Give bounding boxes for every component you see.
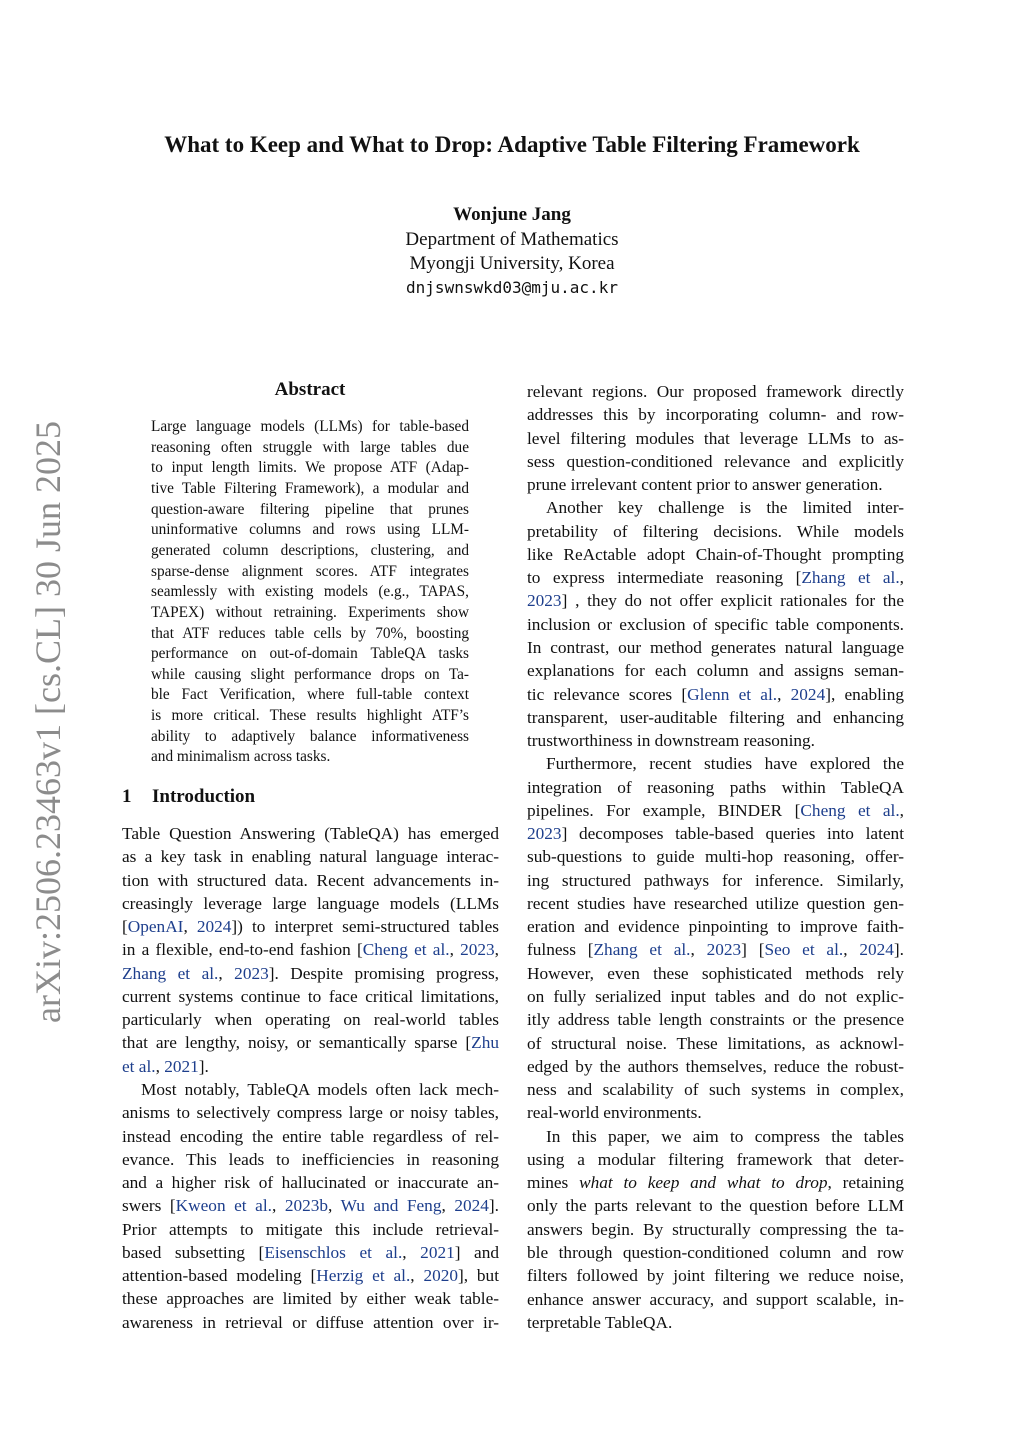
text-line (527, 706, 904, 729)
text-line (122, 962, 499, 985)
text-span: ] decomposes table-based queries into latent (561, 824, 904, 844)
text-span: , (690, 940, 707, 960)
abstract-line: Large language models (LLMs) for table-based (151, 418, 469, 435)
text-span: ]) to interpret semi-structured tables (231, 917, 500, 937)
text-span: ]. (488, 1196, 499, 1216)
text-line (527, 938, 904, 961)
text-line (122, 1311, 499, 1334)
text-span: based subsetting [ (122, 1242, 265, 1262)
text-span: creasingly leverage large language models (LLMs (122, 893, 499, 913)
text-span: , (441, 1196, 455, 1216)
abstract-line: and minimalism across tasks. (151, 748, 331, 766)
text-span: ], enabling (825, 684, 905, 704)
abstract-line: seamlessly with existing models (e.g., TAPAS, (151, 583, 469, 601)
author-email[interactable]: dnjswnswkd03@mju.ac.kr (406, 278, 618, 297)
citation-link[interactable]: 2023b (284, 1196, 329, 1216)
abstract-line: performance on out-of-domain TableQA tasks (151, 645, 469, 663)
citation-link[interactable]: 2021 (420, 1242, 455, 1262)
text-span: , (777, 684, 791, 704)
citation-link[interactable]: Herzig et al. (316, 1266, 411, 1286)
text-span: eration and evidence pinpointing to improve faith- (527, 917, 904, 937)
text-span: integration of reasoning paths within TableQA (527, 777, 904, 797)
abstract-line: to input length limits. We propose ATF (Adap- (151, 459, 469, 477)
text-span: awareness in retrieval or diffuse attention over ir- (122, 1312, 499, 1332)
section-heading (122, 786, 255, 808)
text-line (527, 799, 904, 822)
text-line (122, 1171, 499, 1194)
text-line (527, 962, 904, 985)
text-line (122, 1125, 499, 1148)
text-span: ness and scalability of such systems in complex, (527, 1080, 904, 1100)
text-line (527, 543, 904, 566)
text-span: trustworthiness in downstream reasoning. (527, 731, 815, 751)
text-span: , (899, 568, 904, 588)
arxiv-stamp[interactable]: arXiv:2506.23463v1 [cs.CL] 30 Jun 2025 (28, 421, 68, 1023)
text-span: on fully serialized input tables and do not explic- (527, 987, 904, 1007)
text-line (527, 776, 904, 799)
citation-link[interactable]: Zhu (471, 1033, 499, 1053)
text-span: of structural noise. These limitations, as acknowl- (527, 1033, 904, 1053)
text-span: instead encoding the entire table regardless of rel- (122, 1126, 499, 1146)
text-span: Table Question Answering (TableQA) has emerged (122, 824, 499, 843)
abstract-heading: Abstract (274, 379, 346, 400)
text-line (527, 1055, 904, 1078)
text-line (527, 985, 904, 1008)
text-span: ] and (454, 1242, 499, 1262)
text-span: filters followed by joint filtering we reduce noise, (527, 1266, 904, 1286)
text-span: prune irrelevant content prior to answer generation. (527, 475, 883, 495)
text-span: explanations for each column and assigns seman- (527, 661, 904, 681)
text-span: In this paper, we aim to compress the tables (546, 1126, 904, 1146)
text-span: , (183, 917, 197, 937)
text-line (527, 752, 904, 775)
text-line (527, 427, 904, 450)
text-line (527, 1125, 904, 1148)
text-line (122, 1264, 499, 1287)
text-span: anisms to selectively compress large or noisy tables, (122, 1103, 499, 1123)
text-line (527, 1032, 904, 1055)
section-title: Introduction (152, 786, 256, 807)
abstract-line: that ATF reduces table cells by 70%, boosting (151, 624, 469, 642)
text-line (527, 403, 904, 426)
text-span: tic relevance scores [ (527, 684, 688, 704)
text-line (122, 1287, 499, 1310)
text-span: using a modular filtering framework that deter- (527, 1149, 904, 1169)
text-line (122, 1241, 499, 1264)
text-line (122, 915, 499, 938)
abstract-line: ability to adaptively balance informativeness (151, 727, 469, 745)
text-line (122, 845, 499, 868)
text-span: , (410, 1266, 424, 1286)
text-span: [ (122, 917, 128, 937)
text-span: relevant regions. Our proposed framework directly (527, 382, 904, 401)
text-span: attention-based modeling [ (122, 1266, 317, 1286)
text-line (527, 473, 904, 496)
text-span: level filtering modules that leverage LLMs to as- (527, 428, 904, 448)
text-line (527, 683, 904, 706)
text-line (527, 845, 904, 868)
abstract-line: while causing slight performance drops on Ta- (151, 665, 469, 683)
text-line (122, 1101, 499, 1124)
text-span: ]. (893, 940, 904, 960)
citation-link[interactable]: 2023 (527, 824, 562, 844)
text-span: , (328, 1196, 341, 1216)
abstract-line: TAPEX) without retraining. Experiments show (151, 603, 469, 621)
citation-link[interactable]: 2020 (423, 1266, 458, 1286)
citation-link[interactable]: Zhang et al. (122, 963, 219, 983)
citation-link[interactable]: 2023 (460, 940, 495, 960)
text-span: sess question-conditioned relevance and explicitly (527, 451, 904, 471)
text-span: ing structured pathways for inference. Similarly, (527, 870, 904, 890)
abstract-line: uninformative columns and rows using LLM- (151, 521, 469, 539)
text-span: ] [ (741, 940, 765, 960)
text-span: , (843, 940, 860, 960)
text-span: answers begin. By structurally compressing the ta- (527, 1219, 904, 1239)
text-span: ]. Despite promising progress, (268, 963, 499, 983)
author-name: Wonjune Jang (453, 204, 571, 225)
text-span: , (271, 1196, 285, 1216)
text-line (122, 1008, 499, 1031)
text-span: and a higher risk of hallucinated or inaccurate an- (122, 1173, 499, 1193)
text-line (527, 1078, 904, 1101)
text-span: , (218, 963, 235, 983)
text-span: Most notably, TableQA models often lack mech- (141, 1079, 499, 1099)
text-span: itly address table length constraints or the presence (527, 1010, 904, 1030)
text-span: only the parts relevant to the question before LLM (527, 1196, 904, 1216)
text-line (527, 1148, 904, 1171)
text-span: ble through question-conditioned column and row (527, 1242, 904, 1262)
emphasis-text: what to keep and what to drop (579, 1173, 828, 1193)
citation-link[interactable]: Wu and Feng (340, 1196, 442, 1216)
text-span: mines (527, 1173, 580, 1193)
citation-link[interactable]: 2023 (527, 591, 562, 611)
text-line (527, 1101, 904, 1124)
text-span: fulness [ (527, 940, 594, 960)
text-line (527, 520, 904, 543)
text-line (527, 589, 904, 612)
text-line (527, 636, 904, 659)
text-line (527, 1218, 904, 1241)
citation-link[interactable]: Kweon et al. (175, 1196, 272, 1216)
citation-link[interactable]: Cheng et al. (800, 800, 900, 820)
text-span: ] , they do not offer explicit rationales for the (561, 591, 904, 611)
text-span: tion with structured data. Recent advancements in- (122, 870, 499, 890)
text-span: to express intermediate reasoning [ (527, 568, 802, 588)
text-span: Furthermore, recent studies have explored the (546, 754, 904, 774)
text-line (527, 1311, 904, 1334)
abstract-line: sparse-dense alignment scores. ATF integrates (151, 562, 469, 580)
text-span: pipelines. For example, BINDER [ (527, 800, 801, 820)
citation-link[interactable]: 2024 (859, 940, 894, 960)
text-line (527, 1194, 904, 1217)
text-line (122, 1218, 499, 1241)
citation-link[interactable]: OpenAI (127, 917, 184, 937)
citation-link[interactable]: 2023 (706, 940, 742, 960)
text-span: , (449, 940, 461, 960)
citation-link[interactable]: 2023 (234, 963, 269, 983)
text-span: inclusion or exclusion of specific table components. (527, 614, 904, 634)
text-span: recent studies have researched utilize question gen- (527, 893, 904, 913)
citation-link[interactable]: 2024 (454, 1196, 489, 1216)
citation-link[interactable]: et al. (122, 1056, 156, 1076)
text-span: addresses this by incorporating column- and row- (527, 405, 904, 425)
text-span: , (155, 1056, 165, 1076)
text-span: However, even these sophisticated methods rely (527, 963, 904, 983)
author-department: Department of Mathematics (405, 229, 619, 250)
text-line (527, 496, 904, 519)
text-span: particularly when operating on real-world tables (122, 1010, 499, 1030)
text-line (122, 1031, 499, 1054)
text-line (527, 1241, 904, 1264)
citation-link[interactable]: Zhang et al. (801, 568, 900, 588)
text-span: in a flexible, end-to-end fashion [ (122, 940, 363, 960)
text-line (122, 1148, 499, 1171)
citation-link[interactable]: 2021 (164, 1056, 199, 1076)
text-line (527, 1288, 904, 1311)
text-line (527, 915, 904, 938)
text-line (527, 1008, 904, 1031)
abstract-line: reasoning often struggle with large tables due (151, 438, 469, 456)
text-span: Prior attempts to mitigate this include retrieval- (122, 1219, 499, 1239)
text-line (527, 822, 904, 845)
text-span: ], but (458, 1266, 500, 1286)
text-span: , (402, 1242, 421, 1262)
text-line (527, 1264, 904, 1287)
citation-link[interactable]: 2024 (196, 917, 232, 937)
text-span: evance. This leads to inefficiencies in reasoning (122, 1149, 499, 1169)
text-span: as a key task in enabling natural language interac- (122, 847, 499, 867)
text-span: these approaches are limited by either weak table- (122, 1289, 499, 1309)
text-line (122, 822, 499, 845)
citation-link[interactable]: Cheng et al. (362, 940, 450, 960)
text-span: , (494, 940, 499, 960)
section-number: 1 (122, 786, 132, 807)
text-span: , (899, 800, 904, 820)
text-span: like ReActable adopt Chain-of-Thought prompting (527, 544, 904, 564)
text-span: real-world environments. (527, 1103, 702, 1123)
text-line (122, 1055, 499, 1078)
abstract-line: tive Table Filtering Framework), a modular and (151, 479, 469, 497)
citation-link[interactable]: Eisenschlos et al. (264, 1242, 403, 1262)
text-line (122, 1194, 499, 1217)
text-line (527, 1171, 904, 1194)
abstract-line: generated column descriptions, clustering, and (151, 541, 469, 559)
text-line (527, 566, 904, 589)
text-line (122, 938, 499, 961)
text-span: terpretable TableQA. (527, 1312, 673, 1332)
text-span: ]. (198, 1056, 209, 1076)
abstract-line: ble Fact Verification, where full-table context (151, 686, 469, 704)
citation-link[interactable]: Glenn et al. (687, 684, 778, 704)
text-span: transparent, user-auditable filtering and enhancing (527, 707, 904, 727)
text-line (122, 985, 499, 1008)
citation-link[interactable]: 2024 (790, 684, 826, 704)
text-line (527, 729, 904, 752)
text-line (527, 659, 904, 682)
abstract-line: question-aware filtering pipeline that prunes (151, 500, 469, 518)
text-line (527, 450, 904, 473)
text-span: enhance answer accuracy, and support scalable, in- (527, 1289, 904, 1309)
text-span: sub-questions to guide multi-hop reasoning, offer- (527, 847, 904, 867)
text-line (527, 380, 904, 403)
text-line (122, 1078, 499, 1101)
text-span: edged by the authors themselves, reduce the robust- (527, 1056, 904, 1076)
text-line (527, 869, 904, 892)
text-span: that are lengthy, noisy, or semantically sparse [ (122, 1033, 472, 1053)
text-span: In contrast, our method generates natural language (527, 637, 904, 657)
citation-link[interactable]: Zhang et al. (593, 940, 691, 960)
text-span: swers [ (122, 1196, 176, 1216)
text-line (527, 892, 904, 915)
text-span: pretability of filtering decisions. While models (527, 521, 904, 541)
citation-link[interactable]: Seo et al. (764, 940, 844, 960)
abstract-line: is more critical. These results highlight ATF’s (151, 707, 469, 725)
text-span: Another key challenge is the limited inter- (546, 498, 904, 518)
author-university: Myongji University, Korea (409, 253, 615, 274)
paper-title: What to Keep and What to Drop: Adaptive Table Filtering Framework (164, 132, 860, 157)
text-span: , retaining (827, 1173, 905, 1193)
text-line (527, 613, 904, 636)
text-line (122, 892, 499, 915)
text-span: current systems continue to face critical limitations, (122, 986, 499, 1006)
text-line (122, 869, 499, 892)
